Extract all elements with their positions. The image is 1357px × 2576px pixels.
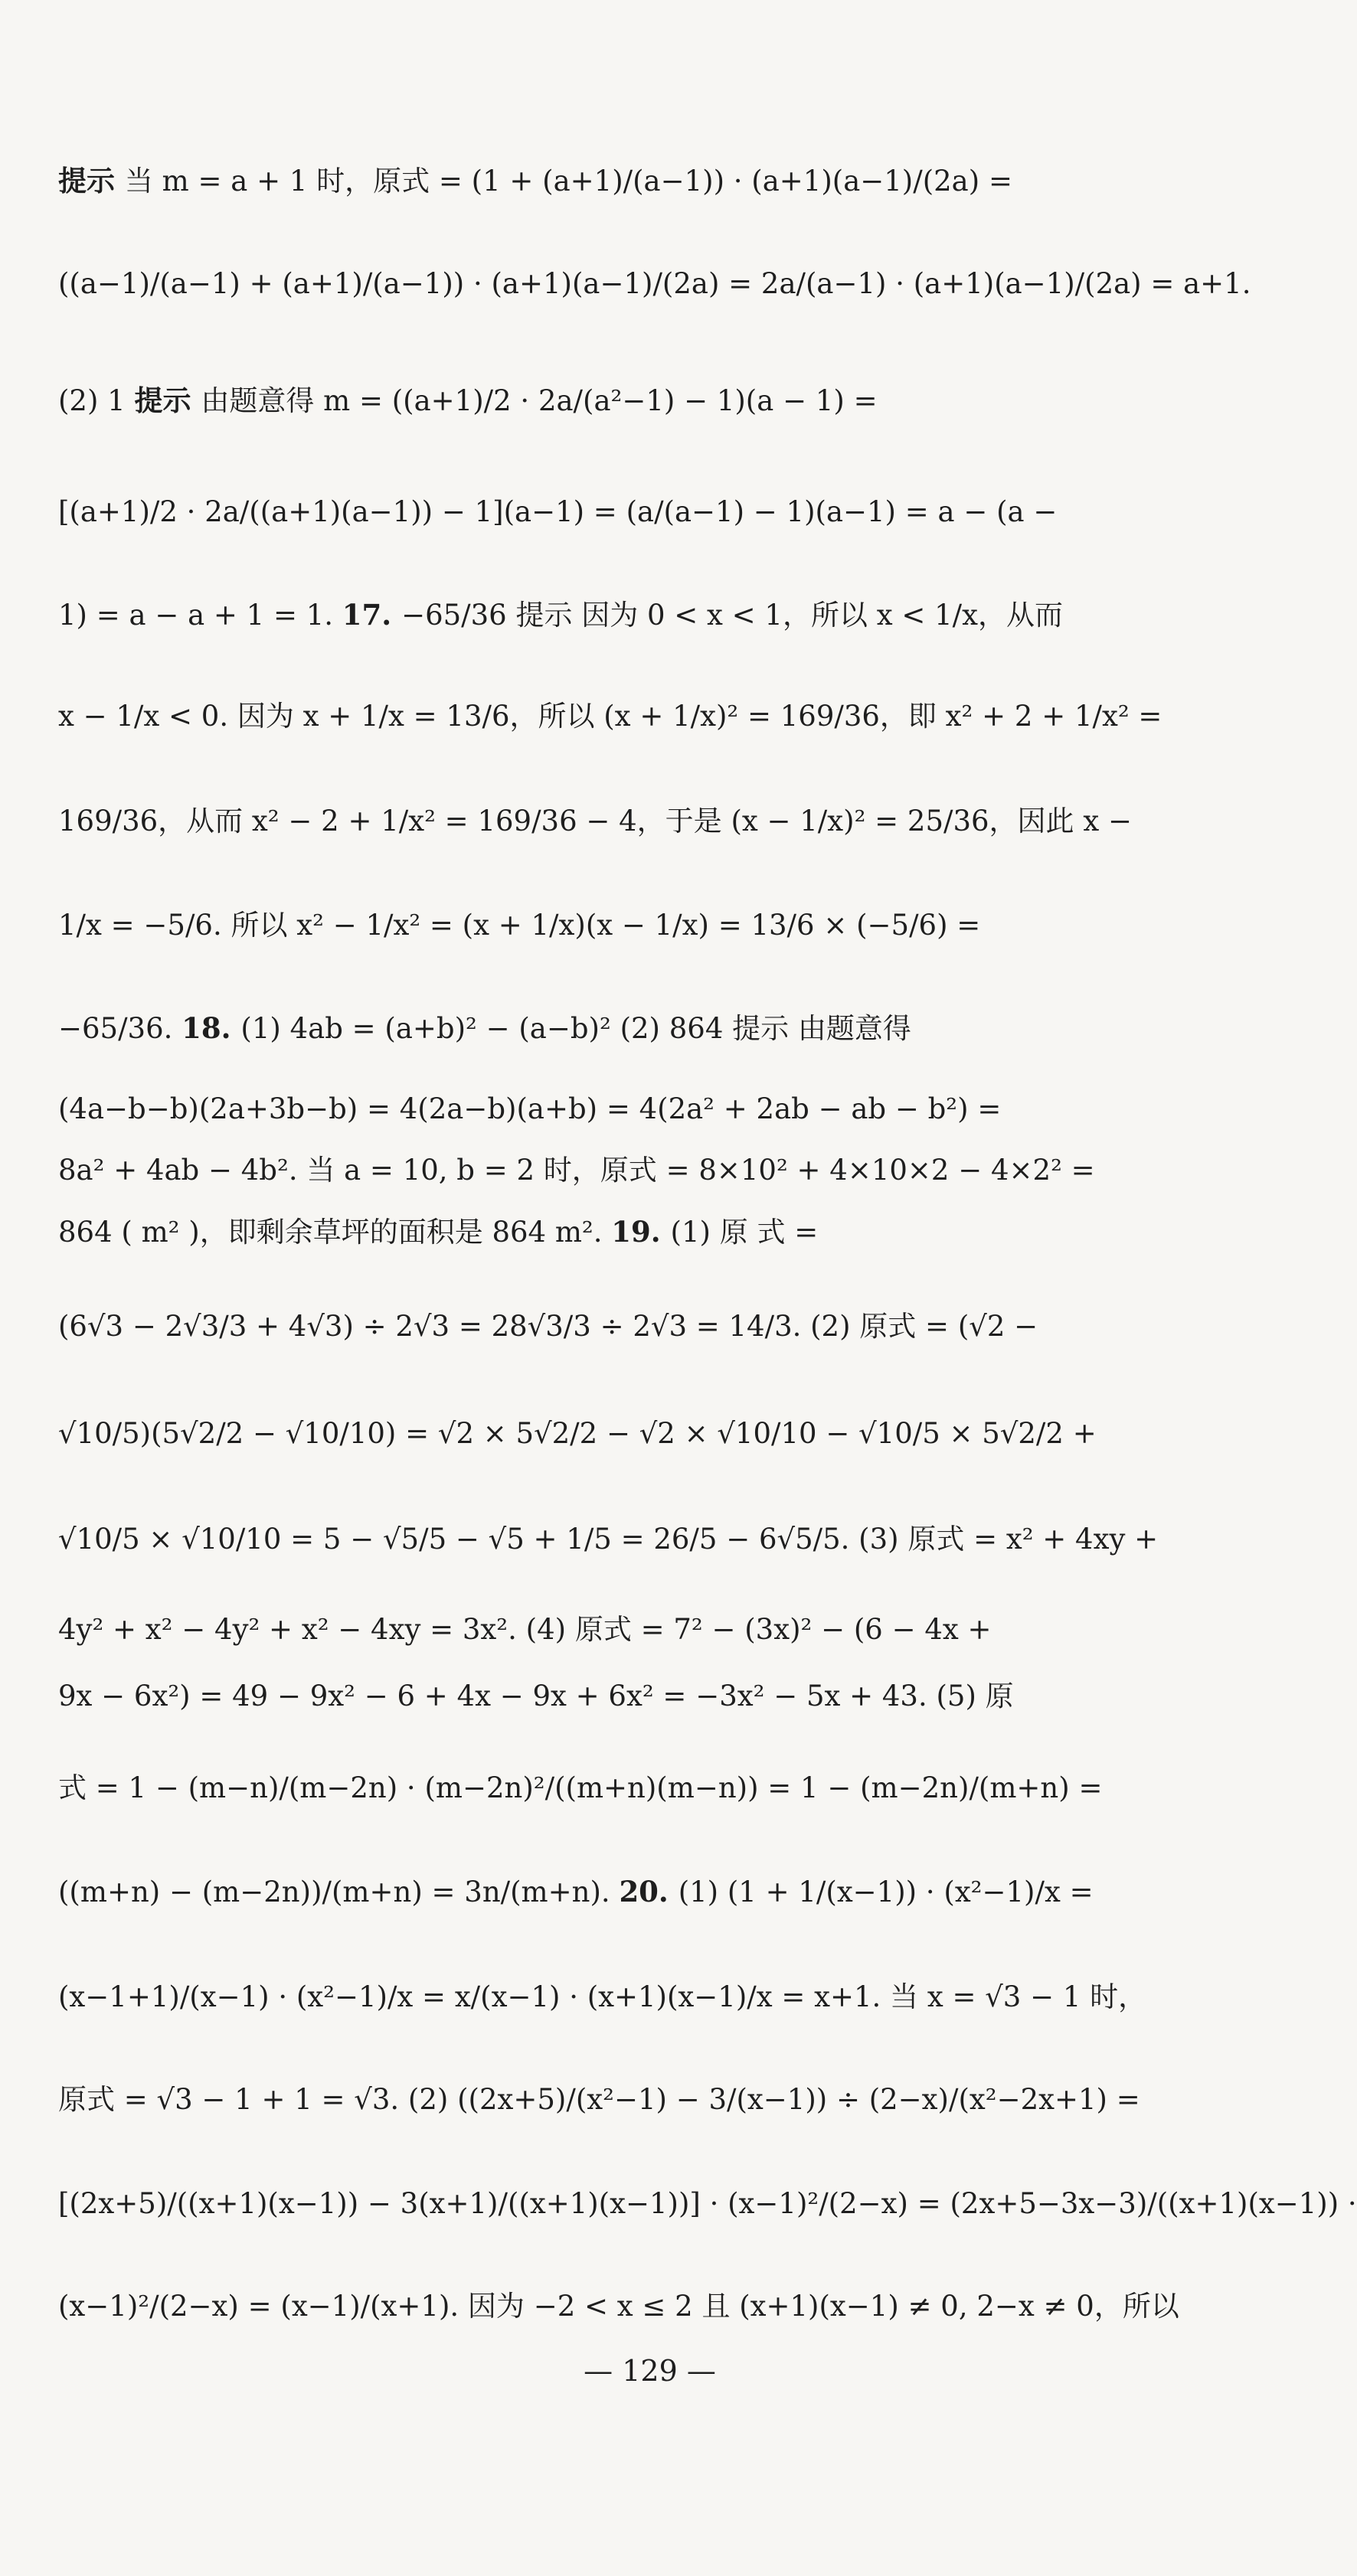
text-line-14: √10/5)(5√2/2 − √10/10) = √2 × 5√2/2 − √2 × √10/10 − √10/5 × 5√2/2 + [58, 1417, 1097, 1450]
text-line-23: (x−1)²/(2−x) = (x−1)/(x+1). 因为 −2 < x ≤ 2 且 (x+1)(x−1) ≠ 0, 2−x ≠ 0，所以 [58, 2290, 1179, 2323]
text-line-2: ((a−1)/(a−1) + (a+1)/(a−1)) · (a+1)(a−1)/(2a) = 2a/(a−1) · (a+1)(a−1)/(2a) = a+1. [58, 267, 1251, 300]
text-line-4: [(a+1)/2 · 2a/((a+1)(a−1)) − 1](a−1) = (a/(a−1) − 1)(a−1) = a − (a − [58, 495, 1058, 528]
text-line-17: 9x − 6x²) = 49 − 9x² − 6 + 4x − 9x + 6x² = −3x² − 5x + 43. (5) 原 [58, 1680, 1014, 1712]
text-line-6: x − 1/x < 0. 因为 x + 1/x = 13/6，所以 (x + 1/x)² = 169/36，即 x² + 2 + 1/x² = [58, 700, 1162, 733]
text-line-20: (x−1+1)/(x−1) · (x²−1)/x = x/(x−1) · (x+1)(x−1)/x = x+1. 当 x = √3 − 1 时， [58, 1980, 1147, 2013]
text-line-7: 169/36，从而 x² − 2 + 1/x² = 169/36 − 4，于是 (x − 1/x)² = 25/36，因此 x − [58, 805, 1132, 837]
text-line-3: (2) 1 提示 由题意得 m = ((a+1)/2 · 2a/(a²−1) − 1)(a − 1) = [58, 384, 878, 417]
text-line-8: 1/x = −5/6. 所以 x² − 1/x² = (x + 1/x)(x − 1/x) = 13/6 × (−5/6) = [58, 909, 981, 942]
text-line-18: 式 = 1 − (m−n)/(m−2n) · (m−2n)²/((m+n)(m−n)) = 1 − (m−2n)/(m+n) = [58, 1771, 1103, 1804]
text-line-5: 1) = a − a + 1 = 1. 17. −65/36 提示 因为 0 < x < 1，所以 x < 1/x，从而 [58, 598, 1063, 632]
text-line-11: 8a² + 4ab − 4b². 当 a = 10, b = 2 时，原式 = 8×10² + 4×10×2 − 4×2² = [58, 1154, 1095, 1187]
text-line-22: [(2x+5)/((x+1)(x−1)) − 3(x+1)/((x+1)(x−1))] · (x−1)²/(2−x) = (2x+5−3x−3)/((x+1)(x−1)) · [58, 2187, 1357, 2220]
text-line-15: √10/5 × √10/10 = 5 − √5/5 − √5 + 1/5 = 26/5 − 6√5/5. (3) 原式 = x² + 4xy + [58, 1523, 1159, 1556]
text-line-16: 4y² + x² − 4y² + x² − 4xy = 3x². (4) 原式 = 7² − (3x)² − (6 − 4x + [58, 1613, 992, 1646]
text-line-9: −65/36. 18. (1) 4ab = (a+b)² − (a−b)² (2) 864 提示 由题意得 [58, 1011, 911, 1045]
text-line-13: (6√3 − 2√3/3 + 4√3) ÷ 2√3 = 28√3/3 ÷ 2√3 = 14/3. (2) 原式 = (√2 − [58, 1310, 1038, 1343]
text-line-12: 864 ( m² )，即剩余草坪的面积是 864 m². 19. (1) 原 式 = [58, 1215, 819, 1249]
page-number: — 129 — [584, 2354, 716, 2388]
text-line-1: 提示 当 m = a + 1 时，原式 = (1 + (a+1)/(a−1)) · (a+1)(a−1)/(2a) = [58, 164, 1012, 198]
text-line-21: 原式 = √3 − 1 + 1 = √3. (2) ((2x+5)/(x²−1) − 3/(x−1)) ÷ (2−x)/(x²−2x+1) = [58, 2083, 1140, 2116]
text-line-10: (4a−b−b)(2a+3b−b) = 4(2a−b)(a+b) = 4(2a² + 2ab − ab − b²) = [58, 1092, 1002, 1125]
text-line-19: ((m+n) − (m−2n))/(m+n) = 3n/(m+n). 20. (1) (1 + 1/(x−1)) · (x²−1)/x = [58, 1875, 1094, 1908]
